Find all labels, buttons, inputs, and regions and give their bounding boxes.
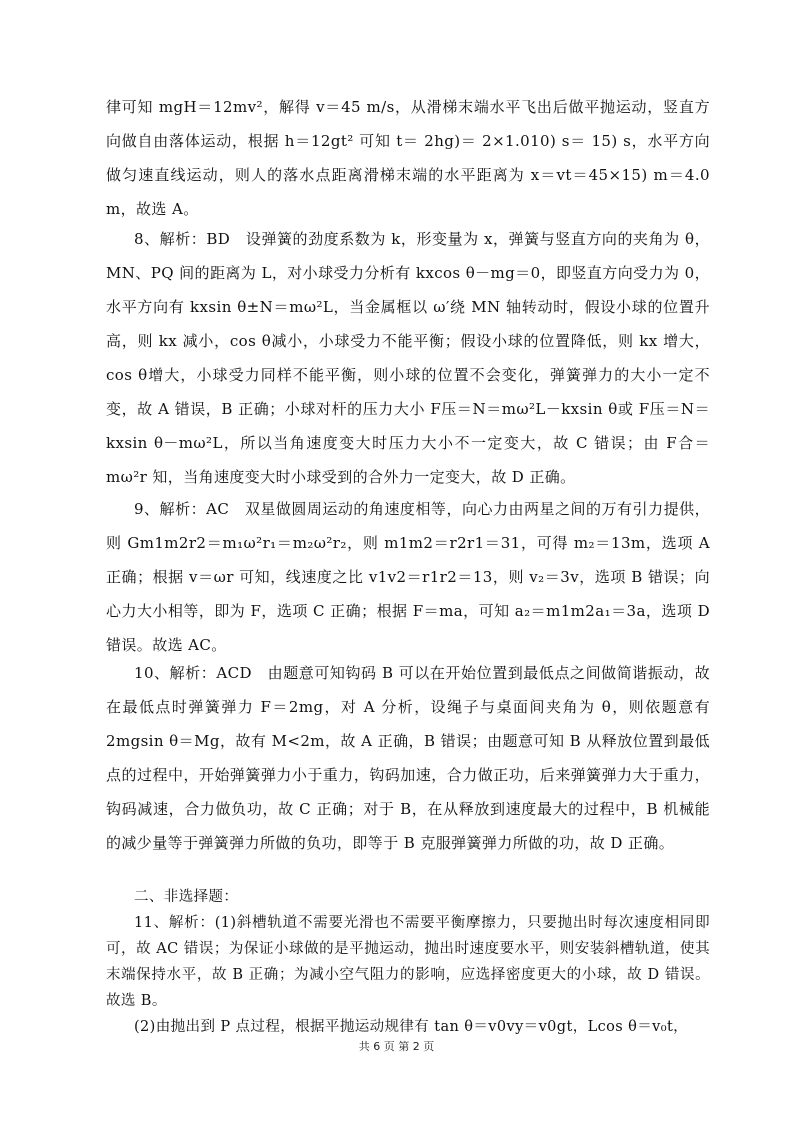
paragraph-text: 10、解析：ACD 由题意可知钩码 B 可以在开始位置到最低点之间做简谐振动，故在最低点时弹簧弹力 F＝2mg，对 A 分析，设绳子与桌面间夹角为 θ，则依题意有 2mgsin θ＝Mg，故有 M<2m，故 A 正确，B 错误；由题意可知 B 从释放位置到最低点的过程中，开始弹簧弹力小于重力，钩码加速，合力做正功，后来弹簧弹力大于重力，钩码减速，合力做负功，故 C 正确；对于 B，在从释放到速度最大的过程中，B 机械能的减少量等于弹簧弹力所做的负功，即等于 B 克服弹簧弹力所做的功，故 D 正确。 xyxy=(106,664,710,852)
paragraph-text: 8、解析：BD 设弹簧的劲度系数为 k，形变量为 x，弹簧与竖直方向的夹角为 θ，MN、PQ 间的距离为 L，对小球受力分析有 kxcos θ－mg＝0，即竖直方向受力为 0，水平方向有 kxsin θ±N＝mω²L，当金属框以 ω′绕 MN 轴转动时，假设小球的位置升高，则 kx 减小，cos θ减小，小球受力不能平衡；假设小球的位置降低，则 kx 增大，cos θ增大，小球受力同样不能平衡，则小球的位置不会变化，弹簧弹力的大小一定不变，故 A 错误，B 正确；小球对杆的压力大小 F压＝N＝mω²L－kxsin θ或 F压＝N＝kxsin θ－mω²L，所以当角速度变大时压力大小不一定变大，故 C 错误；由 F合＝mω²r 知，当角速度变大时小球受到的合外力一定变大，故 D 正确。 xyxy=(106,230,710,486)
paragraph-continuation xyxy=(106,90,710,226)
paragraph-question-11-part2: (2)由抛出到 P 点过程，根据平抛运动规律有 tan θ＝v0vy＝v0gt，Lcos θ＝v₀t， xyxy=(134,1019,689,1035)
paragraph-question-11-part1: 11、解析：(1)斜槽轨道不需要光滑也不需要平衡摩擦力，只要抛出时每次速度相同即可，故 AC 错误；为保证小球做的是平抛运动，抛出时速度要水平，则安装斜槽轨道，使其末端保持水平，故 B 正确；为减小空气阻力的影响，应选择密度更大的小球，故 D 错误。故选 B。 xyxy=(106,915,710,1009)
paragraph-text: 律可知 mgH＝12mv²，解得 v＝45 m/s，从滑梯末端水平飞出后做平抛运动，竖直方向做自由落体运动，根据 h＝12gt² 可知 t＝ 2hg)＝ 2×1.010) s＝ 15) s，水平方向做匀速直线运动，则人的落水点距离滑梯末端的水平距离为 x＝vt＝45×15) m＝4.0 m，故选 A。 xyxy=(106,98,710,218)
section-heading: 二、非选择题： xyxy=(134,889,239,905)
paragraph-question-8 xyxy=(106,222,710,494)
page-footer xyxy=(0,1038,793,1054)
section-nonchoice xyxy=(106,884,710,1040)
page-number-label: 共 6 页 第 2 页 xyxy=(358,1040,435,1053)
paragraph-question-10 xyxy=(106,656,710,860)
paragraph-question-9 xyxy=(106,492,710,662)
paragraph-text: 9、解析：AC 双星做圆周运动的角速度相等，向心力由两星之间的万有引力提供，则 Gm1m2r2＝m₁ω²r₁＝m₂ω²r₂，则 m1m2＝r2r1＝31，可得 m₂＝13m，选项 A 正确；根据 v＝ωr 可知，线速度之比 v1v2＝r1r2＝13，则 v₂＝3v，选项 B 错误；向心力大小相等，即为 F，选项 C 正确；根据 F＝ma，可知 a₂＝m1m2a₁＝3a，选项 D 错误。故选 AC。 xyxy=(106,500,710,654)
